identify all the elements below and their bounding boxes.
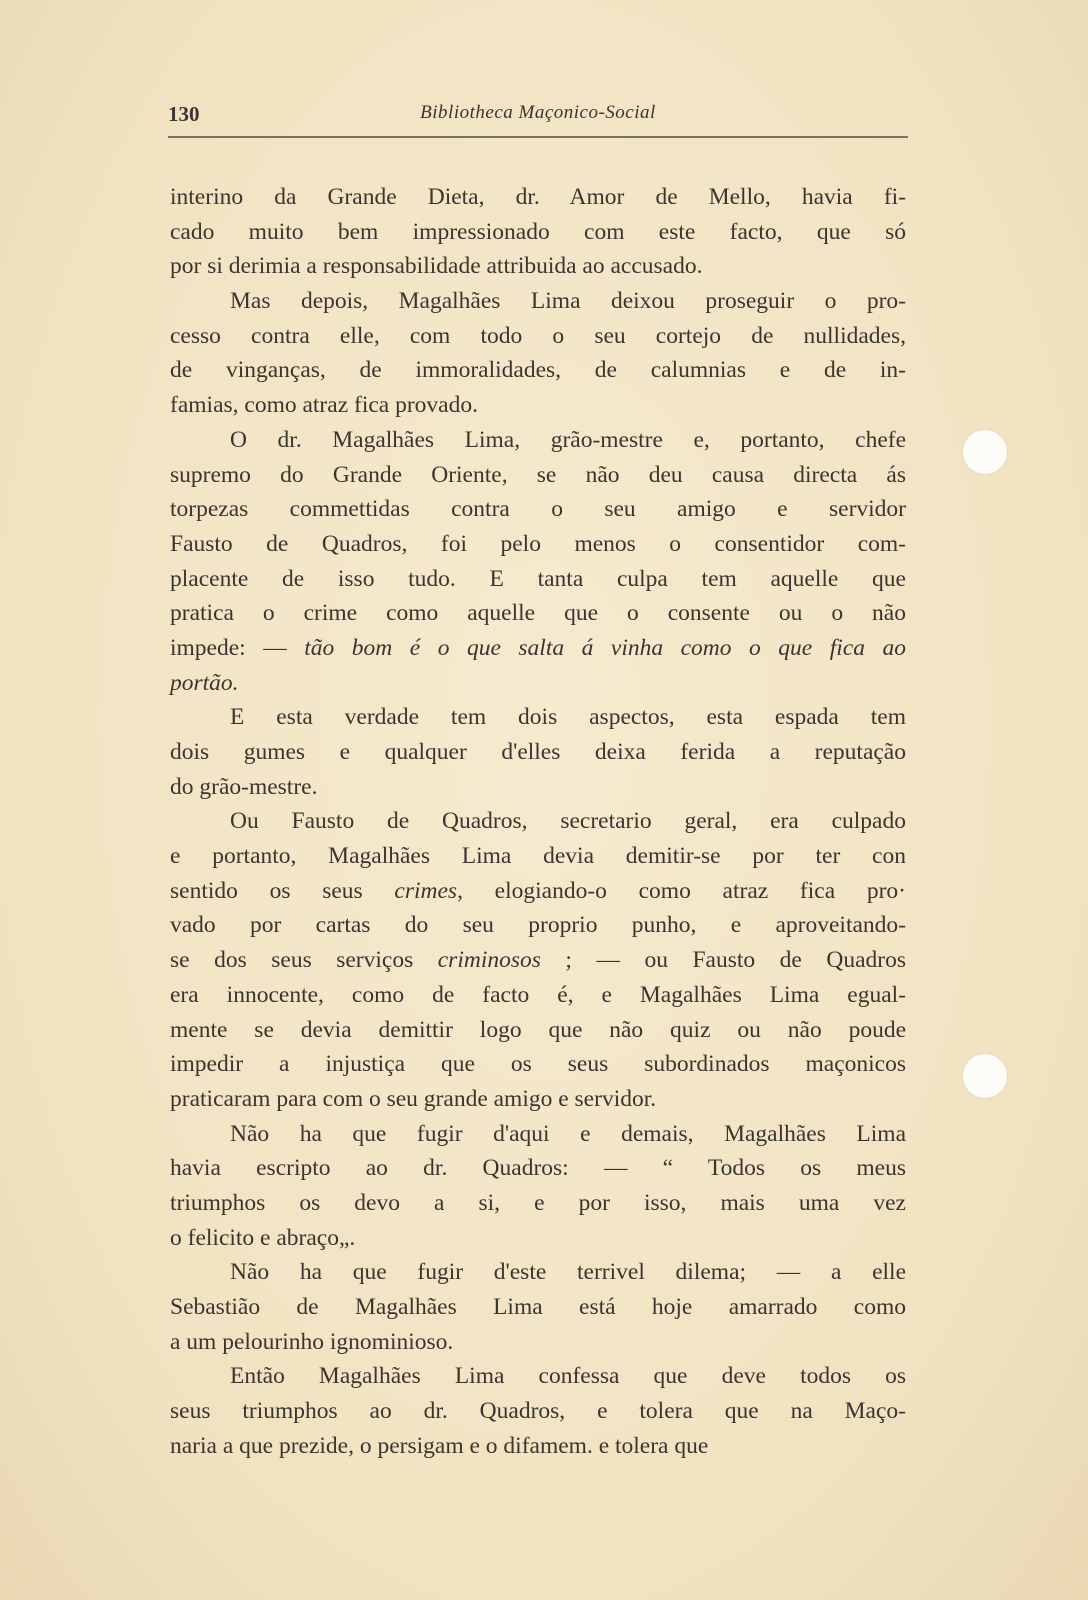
text-line <box>170 839 906 874</box>
italic-text-segment: crimes <box>394 877 458 904</box>
text-line <box>170 770 906 805</box>
running-header <box>168 100 908 130</box>
text-segment: Não ha que fugir d'aqui e demais, Magalhães Lima <box>230 1120 906 1147</box>
text-line <box>170 215 906 250</box>
text-line <box>170 874 906 909</box>
text-segment: praticaram para com o seu grande amigo e servidor. <box>170 1085 657 1112</box>
text-segment: dois gumes e qualquer d'elles deixa ferida a reputação <box>170 739 906 765</box>
text-segment: por si derimia a responsabilidade attribuida ao accusado. <box>170 253 703 280</box>
text-segment: havia escripto ao dr. Quadros: — “ Todos os meus <box>170 1155 906 1182</box>
text-line <box>170 423 906 458</box>
text-line <box>170 700 906 735</box>
text-line <box>170 1429 906 1464</box>
text-line <box>170 527 906 562</box>
text-line <box>170 1082 906 1117</box>
paragraph <box>170 284 906 423</box>
text-line <box>170 943 906 978</box>
text-line <box>170 804 906 839</box>
text-segment: , elogiando-o como atraz fica pro· <box>457 877 906 904</box>
text-segment: placente de isso tudo. E tanta culpa tem aquelle que <box>170 565 906 592</box>
text-segment: Então Magalhães Lima confessa que deve todos os <box>230 1363 906 1390</box>
italic-text-segment: criminosos <box>437 947 541 974</box>
text-line <box>170 284 906 319</box>
text-segment: triumphos os devo a si, e por isso, mais uma vez <box>170 1189 906 1216</box>
text-segment: Sebastião de Magalhães Lima está hoje amarrado como <box>170 1294 906 1320</box>
text-line <box>170 249 906 284</box>
text-segment: era innocente, como de facto é, e Magalhães Lima egual- <box>170 981 906 1008</box>
text-line <box>170 1186 906 1221</box>
text-segment: ; — ou Fausto de Quadros <box>540 947 906 974</box>
text-segment: E esta verdade tem dois aspectos, esta espada tem <box>230 704 906 731</box>
paragraph <box>170 180 906 284</box>
text-line <box>170 562 906 597</box>
punch-hole <box>963 430 1007 474</box>
text-line <box>170 1359 906 1394</box>
text-line <box>170 908 906 943</box>
text-line <box>170 1151 906 1186</box>
italic-text-segment: tão bom é o que salta á vinha como o que fica ao <box>304 634 906 661</box>
paragraph <box>170 1255 906 1359</box>
text-segment: de vinganças, de immoralidades, de calumnias e de in- <box>170 357 906 384</box>
text-segment: impede: — <box>170 634 305 661</box>
text-line <box>170 596 906 631</box>
text-line <box>170 1013 906 1048</box>
text-line <box>170 1117 906 1152</box>
text-line <box>170 1221 906 1256</box>
text-segment: Não ha que fugir d'este terrivel dilema; — a elle <box>230 1259 906 1286</box>
text-segment: sentido os seus <box>170 877 395 904</box>
text-line <box>170 492 906 527</box>
text-segment: interino da Grande Dieta, dr. Amor de Mello, havia fi- <box>170 184 906 210</box>
text-segment: o felicito e abraço„. <box>170 1224 356 1251</box>
text-segment: pratica o crime como aquelle que o consente ou o não <box>170 600 906 627</box>
paragraph <box>170 1359 906 1463</box>
paragraph <box>170 423 906 701</box>
paragraph <box>170 804 906 1116</box>
paragraph <box>170 700 906 804</box>
text-segment: torpezas commettidas contra o seu amigo e servidor <box>170 496 906 523</box>
text-segment: supremo do Grande Oriente, se não deu causa directa ás <box>170 461 906 488</box>
text-line <box>170 1255 906 1290</box>
text-line <box>170 978 906 1013</box>
text-segment: mente se devia demittir logo que não quiz ou não poude <box>170 1016 906 1043</box>
text-line <box>170 1394 906 1429</box>
page-number: 130 <box>168 102 200 126</box>
text-line <box>170 666 906 701</box>
running-title: Bibliotheca Maçonico-Social <box>420 102 656 123</box>
text-segment: impedir a injustiça que os seus subordinados maçonicos <box>170 1051 906 1078</box>
punch-hole <box>963 1054 1007 1098</box>
text-segment: vado por cartas do seu proprio punho, e aproveitando- <box>170 912 906 939</box>
text-segment: do grão-mestre. <box>170 773 318 800</box>
italic-text-segment: portão. <box>170 669 239 696</box>
text-line <box>170 353 906 388</box>
text-line <box>170 1290 906 1325</box>
text-line <box>170 319 906 354</box>
text-segment: famias, como atraz fica provado. <box>170 392 478 419</box>
text-segment: se dos seus serviços <box>170 947 438 974</box>
text-line <box>170 1047 906 1082</box>
text-line <box>170 180 906 215</box>
text-segment: a um pelourinho ignominioso. <box>170 1328 454 1355</box>
paragraph <box>170 1117 906 1256</box>
text-segment: e portanto, Magalhães Lima devia demitir-se por ter con <box>170 843 906 870</box>
text-line <box>170 631 906 666</box>
text-segment: O dr. Magalhães Lima, grão-mestre e, portanto, chefe <box>230 426 906 453</box>
text-line <box>170 458 906 493</box>
text-segment: Mas depois, Magalhães Lima deixou proseguir o pro- <box>230 288 906 315</box>
text-segment: Fausto de Quadros, foi pelo menos o consentidor com- <box>170 530 906 557</box>
body-text <box>170 180 906 1463</box>
text-segment: seus triumphos ao dr. Quadros, e tolera que na Maço- <box>170 1398 906 1425</box>
text-line <box>170 735 906 770</box>
header-rule <box>168 136 908 138</box>
text-segment: naria a que prezide, o persigam e o difamem. e tolera que <box>170 1432 709 1459</box>
text-line <box>170 388 906 423</box>
text-segment: cesso contra elle, com todo o seu cortejo de nullidades, <box>170 322 906 349</box>
text-line <box>170 1325 906 1360</box>
text-segment: Ou Fausto de Quadros, secretario geral, era culpado <box>230 808 906 835</box>
text-segment: cado muito bem impressionado com este facto, que só <box>170 218 906 245</box>
